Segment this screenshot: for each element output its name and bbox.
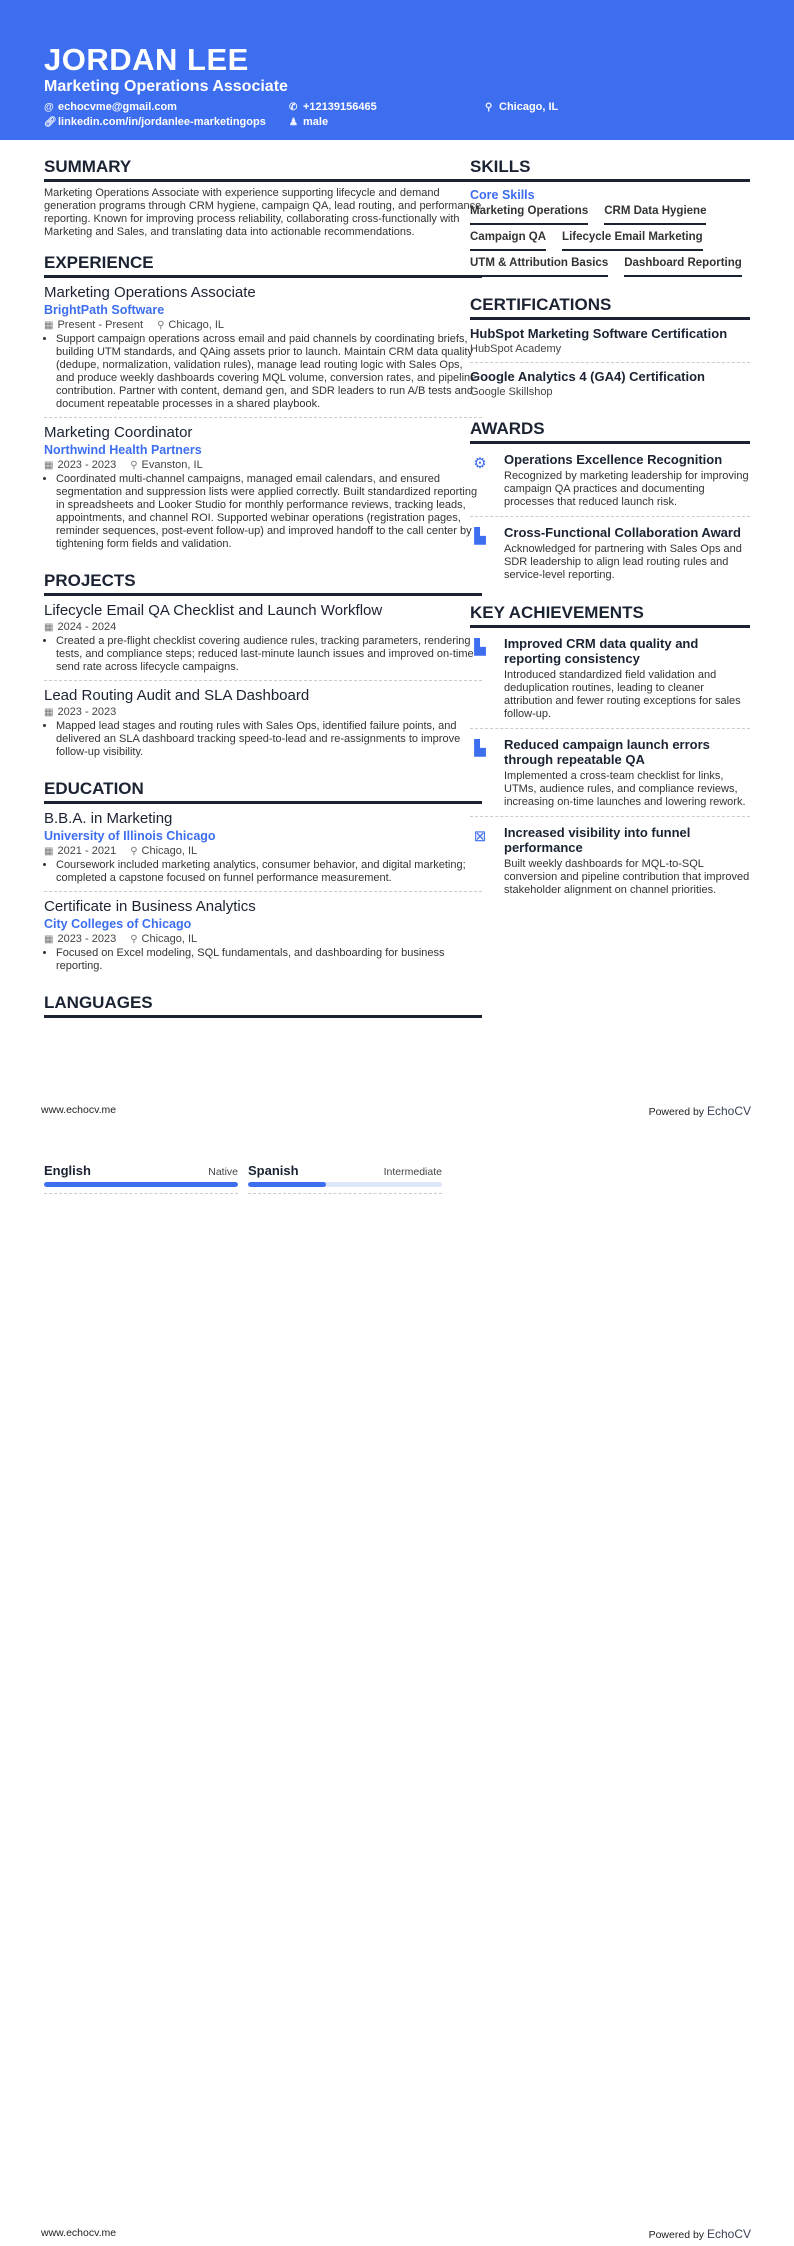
achievement-title: Reduced campaign launch errors through repeatable QA [504, 737, 710, 767]
achievements-section [470, 603, 750, 904]
section-title: EXPERIENCE [44, 253, 482, 278]
section-title: SUMMARY [44, 157, 482, 182]
calendar-icon: ▦ [44, 460, 54, 471]
project-title: Lifecycle Email QA Checklist and Launch Workflow [44, 602, 383, 619]
linkedin[interactable]: 🔗︎linkedin.com/in/jordanlee-marketingops [44, 116, 266, 128]
section-title: LANGUAGES [44, 993, 482, 1018]
section-title: PROJECTS [44, 571, 482, 596]
education-section [44, 779, 482, 979]
bullet: • Coordinated multi-channel campaigns, managed email calendars, and ensured segmentation and suppression lists were applied correctly. Built standardized reporting in spreadsheets and Looker Studio for monthly performance reviews, tracking leads, appointments, and channel ROI. Supported webinar operations (registration pages, reminder sequences, post-event follow-up) and improved handoff to the call center by tightening form fields and validation. [56, 473, 482, 551]
link-icon: 🔗︎ [44, 117, 57, 128]
achievement-description: Introduced standardized field validation and deduplication routines, leading to cleaner attribution and fewer routing exceptions for sales follow-up. [504, 669, 741, 720]
skill-tag: CRM Data Hygiene [604, 203, 706, 225]
gender: ♟ male [289, 116, 329, 128]
proficiency-fill [44, 1182, 238, 1187]
section-title: SKILLS [470, 157, 750, 182]
project-title: Lead Routing Audit and SLA Dashboard [44, 687, 310, 704]
calendar-icon: ▦ [44, 622, 54, 633]
language-item [44, 1163, 238, 1194]
achievement-item [470, 734, 750, 817]
job-title: Marketing Operations Associate [44, 284, 256, 301]
awards-section [470, 419, 750, 589]
language-name: English [44, 1163, 91, 1178]
skills-section [470, 157, 750, 281]
proficiency-bar [44, 1182, 238, 1187]
experience-item: Marketing Operations Associate BrightPath Software ▦ Present - Present ⚲ Chicago, IL • Support campaign operations across email and paid channels by coordinating briefs, building UTM standards, and QAing assets prior to launch. Maintain CRM data quality (dedupe, normalization, validation rules), manage lead routing logic with Sales Ops, and produce weekly dashboards covering MQL volume, conversion rates, and pipeline contribution. Partner with content, demand gen, and SDR leaders to run A/B tests and document repeatable processes in a shared playbook. [44, 283, 482, 418]
candidate-title: Marketing Operations Associate [44, 78, 288, 95]
skill-tag: Lifecycle Email Marketing [562, 229, 703, 251]
proficiency-bar [248, 1182, 442, 1187]
certification-issuer: Google Skillshop [470, 386, 553, 398]
footer-site[interactable]: www.echocv.me [41, 1104, 117, 1116]
file-check-icon: ▙ [474, 639, 486, 656]
candidate-name: JORDAN LEE [44, 42, 249, 77]
education-item: Certificate in Business Analytics City Colleges of Chicago ▦ 2023 - 2023 ⚲ Chicago, IL • Focused on Excel modeling, SQL fundamentals, and dashboarding for business reporting. [44, 897, 482, 979]
achievement-description: Built weekly dashboards for MQL-to-SQL conversion and pipeline contribution that improved stakeholder alignment on channel priorities. [504, 858, 750, 896]
map-pin-icon: ⚲ [130, 846, 138, 857]
language-item [248, 1163, 442, 1194]
bullet: • Mapped lead stages and routing rules with Sales Ops, identified failure points, and delivered an SLA dashboard tracking speed-to-lead and re-assignments to improve follow-up visibility. [56, 720, 482, 759]
bullet: • Support campaign operations across email and paid channels by coordinating briefs, building UTM standards, and QAing assets prior to launch. Maintain CRM data quality (dedupe, normalization, validation rules), manage lead routing logic with Sales Ops, and produce weekly dashboards covering MQL volume, conversion rates, and pipeline contribution. Partner with content, demand gen, and SDR leaders to run A/B tests and document repeatable processes in a shared playbook. [56, 333, 482, 411]
project-item: Lifecycle Email QA Checklist and Launch Workflow ▦ 2024 - 2024 • Created a pre-flight checklist covering audience rules, tracking parameters, rendering tests, and compliance steps; reduced last-minute launch issues and improved on-time send rate across lifecycle campaigns. [44, 601, 482, 681]
experience-item: Marketing Coordinator Northwind Health Partners ▦ 2023 - 2023 ⚲ Evanston, IL • Coordinated multi-channel campaigns, managed email calendars, and ensured segmentation and suppression lists were applied correctly. Built standardized reporting in spreadsheets and Looker Studio for monthly performance reviews, tracking leads, appointments, and channel ROI. Supported webinar operations (registration pages, reminder sequences, post-event follow-up) and improved handoff to the call center by tightening form fields and validation. [44, 423, 482, 557]
skill-list [470, 203, 750, 281]
contact-info [44, 101, 794, 128]
award-description: Acknowledged for partnering with Sales Ops and SDR leadership to align lead routing rules and service-level reporting. [504, 543, 742, 581]
school: City Colleges of Chicago [44, 917, 192, 931]
archive-icon: ⊠ [473, 828, 487, 845]
email[interactable]: @ echocvme@gmail.com [44, 101, 177, 113]
certification-item [470, 325, 750, 363]
header [0, 0, 794, 140]
map-pin-icon: ⚲ [130, 460, 138, 471]
achievement-title: Increased visibility into funnel performance [504, 825, 691, 855]
location: ⚲ Chicago, IL [485, 101, 559, 113]
certification-title: Google Analytics 4 (GA4) Certification [470, 369, 706, 384]
job-title: Marketing Coordinator [44, 424, 193, 441]
map-pin-icon: ⚲ [485, 102, 493, 113]
degree: Certificate in Business Analytics [44, 898, 256, 915]
left-column [44, 157, 482, 1032]
map-pin-icon: ⚲ [130, 934, 138, 945]
award-item [470, 522, 750, 589]
project-item: Lead Routing Audit and SLA Dashboard ▦ 2023 - 2023 • Mapped lead stages and routing rules with Sales Ops, identified failure points, and delivered an SLA dashboard tracking speed-to-lead and re-assignments to improve follow-up visibility. [44, 686, 482, 765]
projects-section [44, 571, 482, 765]
section-title: KEY ACHIEVEMENTS [470, 603, 750, 628]
bullet: • Focused on Excel modeling, SQL fundamentals, and dashboarding for business reporting. [56, 947, 482, 973]
company: Northwind Health Partners [44, 443, 202, 457]
certification-issuer: HubSpot Academy [470, 343, 562, 355]
award-title: Cross-Functional Collaboration Award [504, 525, 741, 540]
company: BrightPath Software [44, 303, 165, 317]
certification-item [470, 368, 750, 405]
certification-title: HubSpot Marketing Software Certification [470, 326, 728, 341]
map-pin-icon: ⚲ [157, 320, 165, 331]
phone[interactable]: ✆ +12139156465 [289, 101, 377, 113]
achievement-title: Improved CRM data quality and reporting consistency [504, 636, 699, 666]
summary-text: Marketing Operations Associate with experience supporting lifecycle and demand generation programs through CRM hygiene, campaign QA, lead routing, and performance reporting. Known for improving process reliability, collaborating cross-functionally with Marketing and Sales, and translating data into actionable recommendations. [44, 187, 482, 238]
calendar-icon: ▦ [44, 320, 54, 331]
clipboard-icon: ▙ [474, 740, 486, 757]
page-footer [41, 2227, 751, 2241]
achievement-item [470, 822, 750, 904]
document-icon: ▙ [474, 528, 486, 545]
award-item [470, 449, 750, 517]
gear-icon: ⚙ [473, 455, 487, 472]
calendar-icon: ▦ [44, 707, 54, 718]
skill-tag: Campaign QA [470, 229, 546, 251]
degree: B.B.A. in Marketing [44, 810, 173, 827]
user-icon: ♟ [289, 117, 298, 128]
skill-tag: Marketing Operations [470, 203, 588, 225]
section-title: AWARDS [470, 419, 750, 444]
language-name: Spanish [248, 1163, 299, 1178]
page-footer [41, 1104, 751, 1118]
footer-site[interactable]: www.echocv.me [41, 2227, 117, 2239]
bullet: • Coursework included marketing analytics, consumer behavior, and digital marketing; completed a capstone focused on funnel performance measurement. [56, 859, 482, 885]
achievement-description: Implemented a cross-team checklist for links, UTMs, audience rules, and compliance reviews, increasing on-time launches and lowering rework. [504, 770, 746, 808]
at-icon: @ [44, 102, 54, 113]
section-title: CERTIFICATIONS [470, 295, 750, 320]
certifications-section [470, 295, 750, 405]
phone-icon: ✆ [289, 102, 298, 113]
skill-group-title: Core Skills [470, 188, 535, 202]
school: University of Illinois Chicago [44, 829, 216, 843]
calendar-icon: ▦ [44, 846, 54, 857]
achievement-item [470, 633, 750, 729]
summary-section [44, 157, 482, 239]
calendar-icon: ▦ [44, 934, 54, 945]
education-item: B.B.A. in Marketing University of Illinois Chicago ▦ 2021 - 2021 ⚲ Chicago, IL • Coursework included marketing analytics, consumer behavior, and digital marketing; completed a capstone focused on funnel performance measurement. [44, 809, 482, 892]
bullet: • Created a pre-flight checklist covering audience rules, tracking parameters, rendering tests, and compliance steps; reduced last-minute launch issues and improved on-time send rate across lifecycle campaigns. [56, 635, 482, 674]
languages-section [44, 993, 482, 1018]
proficiency-fill [248, 1182, 326, 1187]
footer-powered: Powered by EchoCV [648, 1104, 751, 1118]
right-column [470, 157, 750, 918]
language-list [44, 1163, 442, 1194]
award-title: Operations Excellence Recognition [504, 452, 723, 467]
skill-tag: UTM & Attribution Basics [470, 255, 608, 277]
language-level: Native [208, 1166, 238, 1178]
experience-section [44, 253, 482, 557]
section-title: EDUCATION [44, 779, 482, 804]
skill-tag: Dashboard Reporting [624, 255, 742, 277]
language-level: Intermediate [383, 1166, 442, 1178]
footer-powered: Powered by EchoCV [648, 2227, 751, 2241]
award-description: Recognized by marketing leadership for improving campaign QA practices and documenting processes that reduced launch risk. [504, 470, 749, 508]
